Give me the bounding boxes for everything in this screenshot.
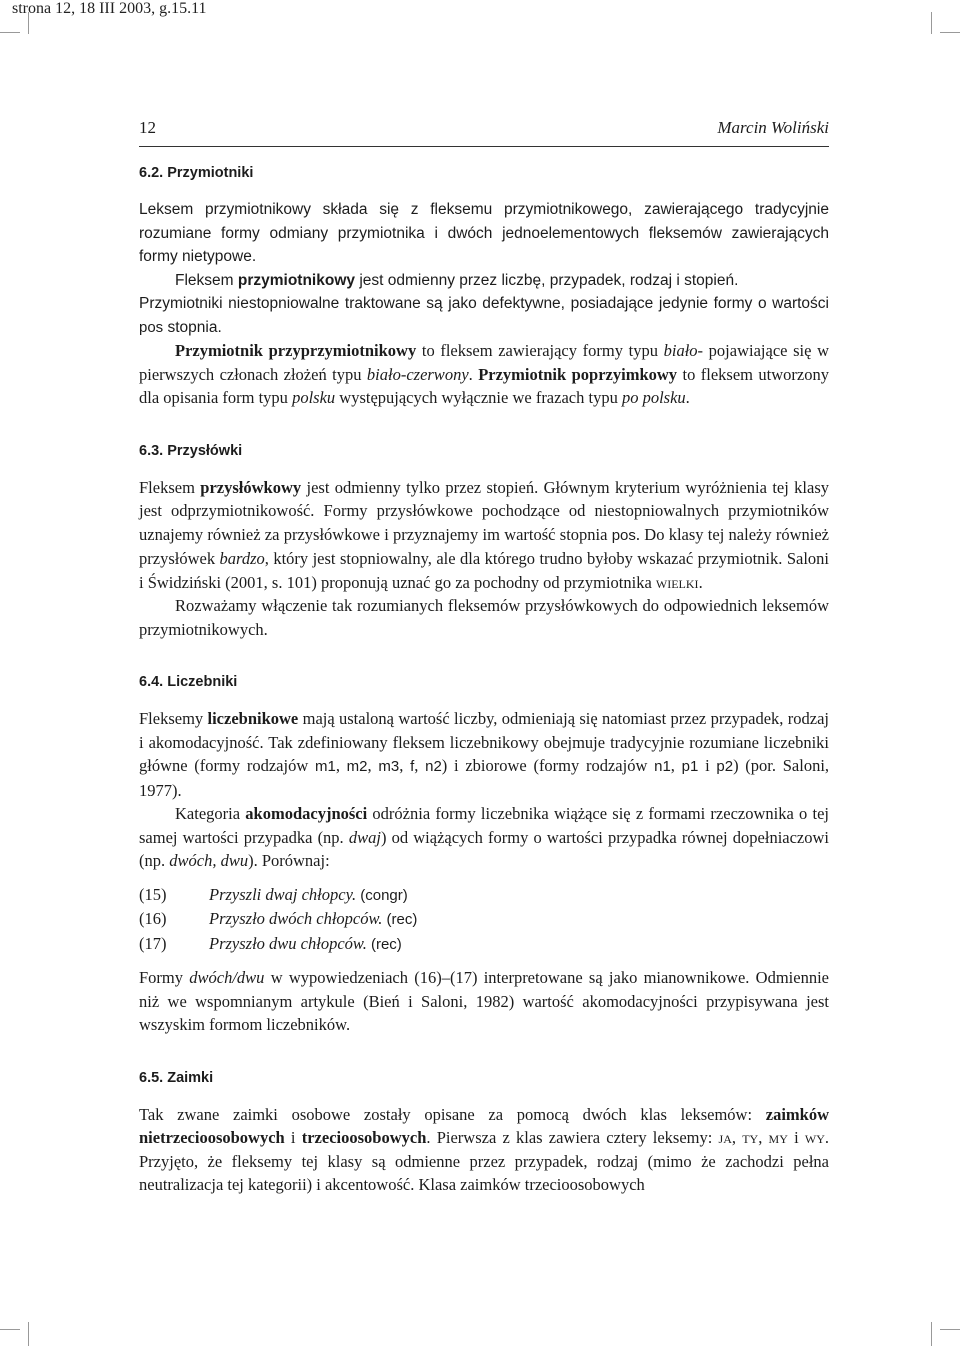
section-6-3-body <box>139 476 829 642</box>
paragraph: Rozważamy włączenie tak rozumianych fleksemów przysłówkowych do odpowiednich leksemów przymiotnikowych. <box>139 596 829 639</box>
crop-mark-bottom-right-v <box>931 1322 932 1346</box>
section-6-3-title: 6.3. Przysłówki <box>139 442 243 459</box>
page <box>139 112 829 1197</box>
crop-mark-top-right-v <box>931 12 932 34</box>
crop-mark-bottom-left-v <box>28 1322 29 1346</box>
running-author: Marcin Woliński <box>717 118 829 137</box>
section-6-2-body <box>139 198 829 410</box>
paragraph: Fleksem przymiotnikowy jest odmienny przez liczbę, przypadek, rodzaj i stopień. <box>175 271 739 289</box>
crop-mark-bottom-right-h <box>940 1329 960 1330</box>
crop-mark-bottom-left-h <box>0 1329 20 1330</box>
page-number: 12 <box>139 118 156 137</box>
paragraph: Przymiotniki niestopniowalne traktowane są jako defektywne, posiadające jedynie formy o wartości pos stopnia. <box>139 295 829 336</box>
section-6-5-body <box>139 1103 829 1197</box>
page-header <box>139 112 829 147</box>
paragraph: Fleksem przysłówkowy jest odmienny tylko przez stopień. Głównym kryterium wyróżnienia tej klasy jest odprzymiotnikowość. Formy przysłówkowe pochodzące od niestopniowalnych przymiotników uznajemy również za przysłówkowe i przyznajemy im wartość stopnia pos. Do klasy tej należy również przysłówek bardzo, który jest stopniowalny, ale dla którego trudno byłoby wskazać przymiotnik. Saloni i Świdziński (2001, s. 101) proponują uznać go za pochodny od przymiotnika wielki. <box>139 477 830 592</box>
crop-mark-top-right-h <box>940 32 960 33</box>
example-item: (15) Przyszli dwaj chłopcy. (congr) <box>139 884 408 904</box>
paragraph: Kategoria akomodacyjności odróżnia formy liczebnika wiążące się z formami rzeczownika o tej samej wartości przypadka (np. dwaj) od wiążących formy o wartości przypadka równej dopełniaczowi (np. dwóch, dwu). Porównaj: <box>139 804 830 870</box>
print-job-header: strona 12, 18 III 2003, g.15.11 <box>12 0 207 17</box>
paragraph: Fleksemy liczebnikowe mają ustaloną wartość liczby, odmieniają się natomiast przez przypadek, rodzaj i akomodacyjność. Tak zdefiniowany fleksem liczebnikowy obejmuje tradycyjnie rozumiane liczebniki główne (formy rodzajów m1, m2, m3, f, n2) i zbiorowe (formy rodzajów n1, p1 i p2) (por. Saloni, 1977). <box>139 709 830 800</box>
example-item: (17) Przyszło dwu chłopców. (rec) <box>139 933 402 953</box>
section-6-4-body <box>139 707 829 1037</box>
section-6-4-title: 6.4. Liczebniki <box>139 674 238 690</box>
example-item: (16) Przyszło dwóch chłopców. (rec) <box>139 909 418 928</box>
paragraph: Formy dwóch/dwu w wypowiedzeniach (16)–(17) interpretowane są jako mianownikowe. Odmiennie niż we wspomnianym artykule (Bień i Saloni, 1982) wartość akomodacyjności przypisywana jest wszyskim formom liczebników. <box>139 968 829 1034</box>
crop-mark-top-left-h <box>0 32 20 33</box>
section-6-5-title: 6.5. Zaimki <box>139 1069 214 1086</box>
paragraph: Leksem przymiotnikowy składa się z fleksemu przymiotnikowego, zawierającego tradycyjnie rozumiane formy odmiany przymiotnika i dwóch jednoelementowych fleksemów zawierających formy nietypowe. <box>139 201 829 265</box>
examples-list <box>139 883 829 957</box>
paragraph: Tak zwane zaimki osobowe zostały opisane za pomocą dwóch klas leksemów: zaimków nietrzecioosobowych i trzecioosobowych. Pierwsza z klas zawiera cztery leksemy: ja, ty, my i wy. Przyjęto, że fleksemy tej klasy są odmienne przez przypadek, rodzaj (mimo że zachodzi pełna neutralizacja tej kategorii) i akcentowość. Klasa zaimków trzecioosobowych <box>139 1104 830 1194</box>
paragraph: Przymiotnik przyprzymiotnikowy to fleksem zawierający formy typu biało- pojawiające się w pierwszych członach złożeń typu biało-czerwony. Przymiotnik poprzyimkowy to fleksem utworzony dla opisania form typu polsku występujących wyłącznie we frazach typu po polsku. <box>139 341 830 407</box>
section-6-2-title: 6.2. Przymiotniki <box>139 165 254 181</box>
